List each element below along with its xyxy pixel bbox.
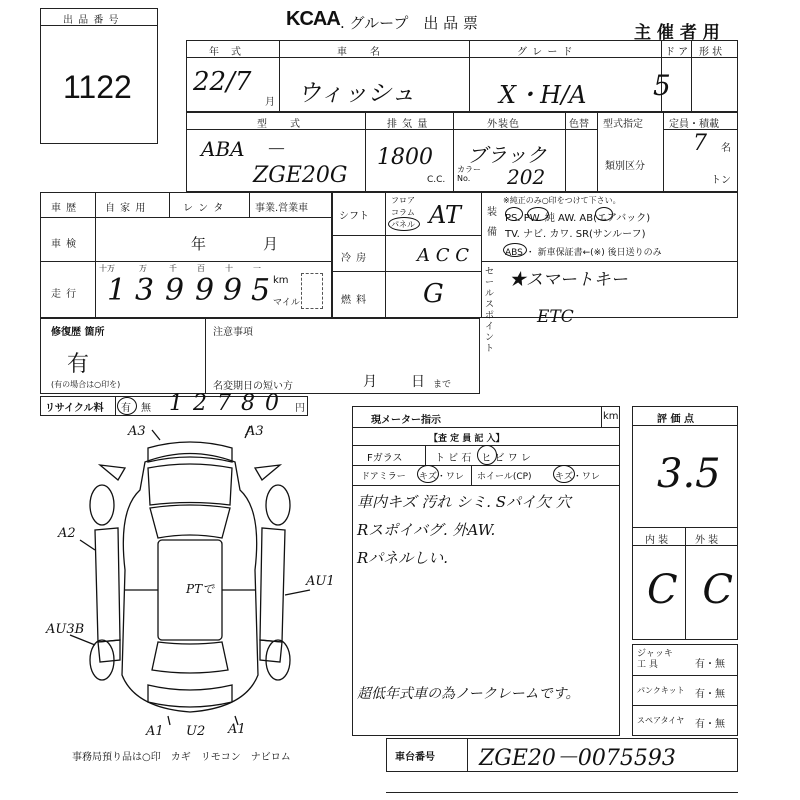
host-label: 主 催 者 用	[634, 23, 720, 43]
door-label: ド ア	[665, 47, 689, 58]
unit-checkbox	[301, 273, 323, 309]
capacity-value: 7	[693, 131, 707, 156]
spare-label: スペアタイヤ	[637, 716, 685, 725]
classification-label: 類別区分	[605, 161, 645, 172]
equip-line-1: PS. PW. 純 AW. AB(エアバック)	[505, 213, 651, 224]
damage-mark: A3	[246, 424, 264, 439]
fuel-value: G	[423, 279, 444, 309]
wheel-circle	[553, 465, 575, 483]
model-spec-label: 型式指定	[603, 119, 643, 130]
interior-label: 内 装	[645, 535, 669, 546]
car-name-label: 車 名	[337, 47, 381, 58]
glass-options: ト ビ 石 ヒ ビ ワ レ	[435, 453, 531, 464]
shape-label: 形 状	[699, 47, 723, 58]
name-change-month: 月	[363, 374, 377, 390]
lot-number: 1122	[63, 69, 132, 105]
history-box	[40, 192, 332, 318]
business-option: 事業.営業車	[255, 203, 309, 214]
chassis-label: 車台番号	[395, 752, 435, 763]
damage-mark: PTで	[186, 582, 215, 596]
puncture-yes-no: 有・無	[695, 689, 725, 700]
abs-circle	[503, 243, 527, 257]
exterior-label: 外 装	[695, 535, 719, 546]
repair-box	[40, 318, 480, 394]
accessories-box	[632, 644, 738, 736]
spare-yes-no: 有・無	[695, 719, 725, 730]
grade-label: グ レ ー ド	[517, 47, 574, 58]
private-use-option: 自 家 用	[105, 203, 147, 214]
row2-box	[186, 112, 738, 192]
inspector-box	[352, 406, 620, 736]
ab-circle	[595, 207, 613, 221]
shift-option-circled: パネル	[391, 220, 415, 229]
row1-box	[186, 40, 738, 112]
damage-mark: A1	[228, 722, 246, 737]
equipment-box	[332, 192, 738, 354]
eval-score: 3.5	[657, 451, 721, 497]
lot-number-box	[40, 8, 158, 144]
inspector-comment-4: 超低年式車の為ノークレームです。	[357, 686, 580, 702]
damage-mark: AU1	[306, 574, 335, 589]
repair-note: (有の場合は○印を)	[51, 380, 121, 389]
fuel-label: 燃 料	[341, 295, 368, 306]
mileage-digit: 3	[135, 273, 155, 308]
chassis-value: ZGE20－0075593	[479, 746, 676, 771]
model-value: ZGE20G	[253, 163, 348, 188]
cc-unit: C.C.	[427, 175, 446, 185]
name-change-until: まで	[433, 380, 452, 390]
shift-label: シフト	[339, 211, 369, 222]
recycle-no: 無	[141, 403, 152, 414]
eval-label: 評 価 点	[657, 414, 694, 425]
color-number-label: カラー No.	[457, 165, 481, 183]
repair-value: 有	[67, 352, 90, 377]
recycle-amount: 12780	[169, 391, 289, 416]
wheel-options: キズ・ワレ	[555, 472, 600, 482]
jack-label: ジャッキ 工 具	[637, 649, 673, 670]
recycle-label: リサイクル料	[45, 403, 104, 414]
year-label: 年 式	[209, 47, 242, 58]
recycle-box	[40, 391, 308, 416]
puncture-label: パンクキット	[637, 686, 685, 695]
capacity-unit: 名	[721, 143, 732, 154]
interior-color-label: 色替	[569, 119, 589, 130]
mile-unit: マイル	[273, 298, 300, 308]
recycle-yes: 有	[121, 403, 132, 414]
jack-yes-no: 有・無	[695, 659, 725, 670]
shift-option: コラム	[391, 208, 415, 217]
mileage-digit: 1	[107, 273, 127, 308]
ps-circle	[505, 207, 523, 221]
equip-note: ※純正のみ○印をつけて下さい。	[503, 196, 621, 205]
mirror-circle	[417, 465, 439, 483]
mileage-digit: 9	[195, 273, 215, 308]
displacement-value: 1800	[377, 145, 433, 170]
ac-label: 冷 房	[341, 253, 368, 264]
ton-unit: トン	[711, 175, 731, 186]
exterior-color-label: 外装色	[487, 119, 520, 130]
km-unit: km	[273, 275, 289, 286]
bottom-border	[386, 792, 738, 793]
group-title: . グループ 出 品 票	[340, 14, 478, 32]
name-change-day: 日	[411, 374, 425, 390]
rental-option: レ ン タ	[183, 203, 225, 214]
lot-number-label: 出 品 番 号	[63, 15, 120, 26]
inspector-comment-3: Rパネルしい.	[357, 549, 449, 567]
equip-line-2: TV. ナビ. カワ. SR(サンルーフ)	[505, 229, 646, 240]
capacity-label: 定員・積載	[669, 119, 719, 130]
equip-line-3: ABS ・ 新車保証書←(※) 後日送りのみ	[505, 248, 662, 258]
pw-circle	[527, 207, 549, 221]
sales-point-2: ETC	[537, 307, 574, 327]
shift-option: フロア	[391, 196, 415, 205]
sales-point-1: ★スマートキー	[509, 270, 628, 290]
car-name-value: ウィッシュ	[297, 79, 416, 107]
inspection-label: 車 検	[51, 239, 78, 250]
year-value: 22/7	[193, 67, 252, 97]
damage-mark: U2	[186, 724, 206, 739]
recycle-yen: 円	[295, 403, 305, 414]
inspector-entry-label: 【査 定 員 記 入】	[429, 434, 505, 444]
digit-label-1k: 千	[169, 264, 177, 273]
diagram-footer: 事務局預り品は○印 カギ リモコン ナビロム	[72, 752, 291, 763]
damage-mark: A3	[128, 424, 146, 439]
color-value: ブラック	[467, 143, 547, 167]
shift-value: AT	[429, 201, 462, 229]
glass-circle	[477, 445, 497, 465]
mirror-options: キズ・ワレ	[419, 472, 464, 482]
grade-value: X・H/A	[499, 81, 587, 109]
repair-label: 修復歴 箇所	[51, 327, 105, 338]
digit-label-10: 十	[225, 264, 233, 273]
digit-label-10k: 万	[139, 264, 147, 273]
meter-km: km	[603, 411, 619, 422]
name-change-label: 名変期日の短い方	[213, 381, 293, 392]
model-label: 型 式	[257, 119, 301, 130]
mileage-digit: 9	[165, 273, 185, 308]
equip-label: 装 備	[487, 207, 498, 238]
mileage-digit: 5	[251, 273, 271, 308]
digit-label-100k: 十万	[99, 264, 115, 273]
glass-label: Fガラス	[367, 453, 403, 464]
mileage-digit: 9	[223, 273, 243, 308]
wheel-label: ホイール(CP)	[477, 472, 532, 482]
brand-logo: KCAA	[286, 8, 340, 30]
mileage-label: 走 行	[51, 289, 78, 300]
damage-mark: A1	[146, 724, 164, 739]
year-suffix: 月	[265, 97, 276, 108]
displacement-label: 排 気 量	[387, 119, 429, 130]
model-prefix: ABA －	[201, 137, 285, 161]
inspection-year: 年	[191, 235, 207, 253]
evaluation-box	[632, 406, 738, 640]
inspection-month: 月	[263, 235, 279, 253]
eval-grades: C C	[647, 567, 739, 613]
notes-label: 注意事項	[213, 327, 253, 338]
inspector-comment-1: 車内キズ 汚れ シミ. Sパイ欠 穴	[357, 493, 571, 511]
door-value: 5	[653, 69, 671, 102]
digit-label-100: 百	[197, 264, 205, 273]
inspector-comment-2: Rスポイバグ. 外AW.	[357, 521, 496, 539]
meter-label: 現メーター指示	[371, 415, 441, 426]
digit-label-1: 一	[253, 264, 261, 273]
damage-mark: AU3B	[46, 622, 85, 637]
mirror-label: ドアミラー	[361, 472, 406, 482]
chassis-box	[386, 738, 738, 772]
sales-point-label: セールスポイント	[485, 267, 496, 354]
ac-value: A C C	[417, 245, 469, 266]
damage-mark: A2	[58, 526, 76, 541]
color-number-value: 202	[507, 165, 546, 189]
history-label: 車 歴	[51, 203, 78, 214]
